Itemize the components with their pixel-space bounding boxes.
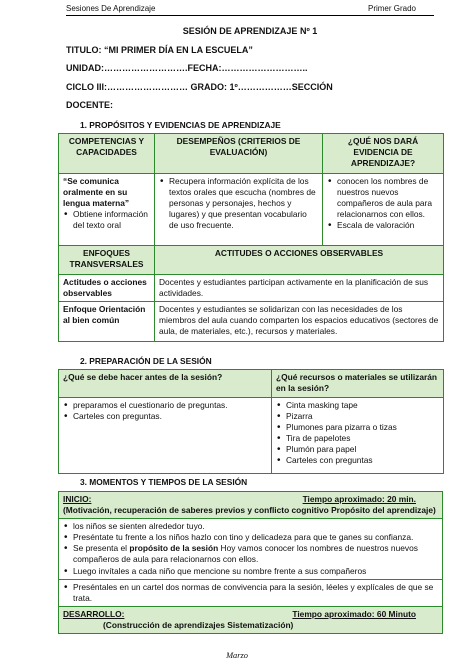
normas-cell (59, 579, 443, 606)
recursos-cell (272, 398, 444, 474)
inicio-item: • Preséntate tu frente a los niños hazlo con tino y delicadeza para que te ganes su confianza. (63, 532, 438, 543)
competencia-cell (59, 174, 155, 246)
preparation-header-row (59, 370, 444, 398)
section3-heading: 3. MOMENTOS Y TIEMPOS DE LA SESIÓN (80, 477, 248, 487)
evidencia-item: • conocen los nombres de nuestros nuevos compañeros de aula para relacionarnos con ellos. (327, 176, 439, 220)
recurso-item: • Carteles con preguntas (276, 455, 439, 466)
antes-list (63, 400, 267, 422)
inicio-item: • Se presenta el propósito de la sesión Hoy vamos conocer los nombres de nuestros nuevos compañeros de aula para relacionarnos con ellos. (63, 543, 438, 565)
desarrollo-label: DESARROLLO: (63, 608, 125, 619)
inicio-content-cell (59, 519, 443, 579)
header-left: Sesiones De Aprendizaje (66, 4, 156, 13)
col-antes: ¿Qué se debe hacer antes de la sesión? (59, 370, 272, 398)
col-competencias: COMPETENCIAS Y CAPACIDADES (59, 134, 155, 174)
desarrollo-cell (59, 606, 443, 633)
col-recursos: ¿Qué recursos o materiales se utilizarán en la sesión? (272, 370, 444, 398)
inicio-cell (59, 492, 443, 519)
page-footer: Marzo (226, 651, 248, 660)
recurso-item: • Plumones para pizarra o tizas (276, 422, 439, 433)
purposes-header-row (59, 134, 444, 174)
inicio-subtitle: (Motivación, recuperación de saberes previos y conflicto cognitivo Propósito del aprendizaje) (63, 505, 436, 516)
ciclo-grado-line: CICLO III:……………………… GRADO: 1º………………SECCIÓN (66, 82, 333, 92)
desarrollo-row (59, 606, 443, 633)
inicio-row (59, 492, 443, 519)
enfoque-row-text: Docentes y estudiantes participan activamente en la planificación de sus actividades. (155, 275, 444, 302)
enfoque-row (59, 275, 444, 302)
enfoques-label: ENFOQUES TRANSVERSALES (59, 246, 155, 275)
normas-list (63, 582, 438, 604)
recurso-item: • Plumón para papel (276, 444, 439, 455)
recurso-item: • Tira de papelotes (276, 433, 439, 444)
proposito-bold: propósito de la sesión (129, 543, 219, 554)
session-titulo: TITULO: “MI PRIMER DÍA EN LA ESCUELA” (66, 45, 253, 55)
purposes-body-row (59, 174, 444, 246)
page-header (66, 4, 434, 16)
antes-item: • Carteles con preguntas. (63, 411, 267, 422)
document-title: SESIÓN DE APRENDIZAJE Nº 1 (182, 26, 318, 36)
inicio-label: INICIO: (63, 494, 92, 504)
desarrollo-time: Tiempo aproximado: 60 Minuto (292, 608, 416, 619)
normas-row (59, 579, 443, 606)
desempenos-list (159, 176, 318, 231)
enfoque-row-text: Docentes y estudiantes se solidarizan con las necesidades de los miembros del aula cuando comparten los espacios educativos (sectores de aula, de materiales, etc.), recursos y materiales. (155, 302, 444, 342)
enfoques-header-row (59, 246, 444, 275)
antes-item: • preparamos el cuestionario de preguntas. (63, 400, 267, 411)
desempeno-item: • Recupera información explícita de los textos orales que escucha (nombres de personas y personajes, hechos y lugares) y que presentan vocabulario de uso frecuente. (159, 176, 318, 231)
preparation-table (58, 369, 444, 474)
inicio-item: • Luego invítales a cada niño que mencione su nombre frente a sus compañeros (63, 566, 438, 577)
inicio-item: • los niños se sienten alrededor tuyo. (63, 521, 438, 532)
recursos-list (276, 400, 439, 467)
section2-heading: 2. PREPARACIÓN DE LA SESIÓN (80, 356, 212, 366)
preparation-body-row (59, 398, 444, 474)
normas-item: • Preséntales en un cartel dos normas de convivencia para la sesión, léeles y explícales de que se trata. (63, 582, 438, 604)
actitudes-label: ACTITUDES O ACCIONES OBSERVABLES (155, 246, 444, 275)
docente-line: DOCENTE: (66, 100, 113, 110)
unidad-fecha-line: UNIDAD:……………………….FECHA:……………………….. (66, 63, 308, 73)
inicio-list (63, 521, 438, 576)
purposes-table (58, 133, 444, 342)
evidencia-cell (323, 174, 444, 246)
inicio-time: Tiempo aproximado: 20 min. (302, 494, 416, 504)
moments-table (58, 491, 443, 634)
desempeno-cell (155, 174, 323, 246)
inicio-content-row (59, 519, 443, 579)
competencia-text: “Se comunica oralmente en su lengua materna” (63, 176, 130, 209)
col-evidencia: ¿QUÉ NOS DARÁ EVIDENCIA DE APRENDIZAJE? (323, 134, 444, 174)
section1-heading: 1. PROPÓSITOS Y EVIDENCIAS DE APRENDIZAJE (80, 120, 281, 130)
capacidades-list (63, 209, 150, 231)
recurso-item: • Pizarra (276, 411, 439, 422)
desarrollo-subtitle: (Construcción de aprendizajes Sistematización) (103, 619, 294, 630)
enfoque-row-label: Enfoque Orientación al bien común (59, 302, 155, 342)
capacidad-item: • Obtiene información del texto oral (63, 209, 150, 231)
evidencias-list (327, 176, 439, 231)
col-desempenos: DESEMPEÑOS (CRITERIOS DE EVALUACIÓN) (155, 134, 323, 174)
header-right: Primer Grado (367, 4, 416, 13)
enfoque-row (59, 302, 444, 342)
antes-cell (59, 398, 272, 474)
recurso-item: • Cinta masking tape (276, 400, 439, 411)
enfoque-row-label: Actitudes o acciones observables (59, 275, 155, 302)
evidencia-item: • Escala de valoración (327, 220, 439, 231)
